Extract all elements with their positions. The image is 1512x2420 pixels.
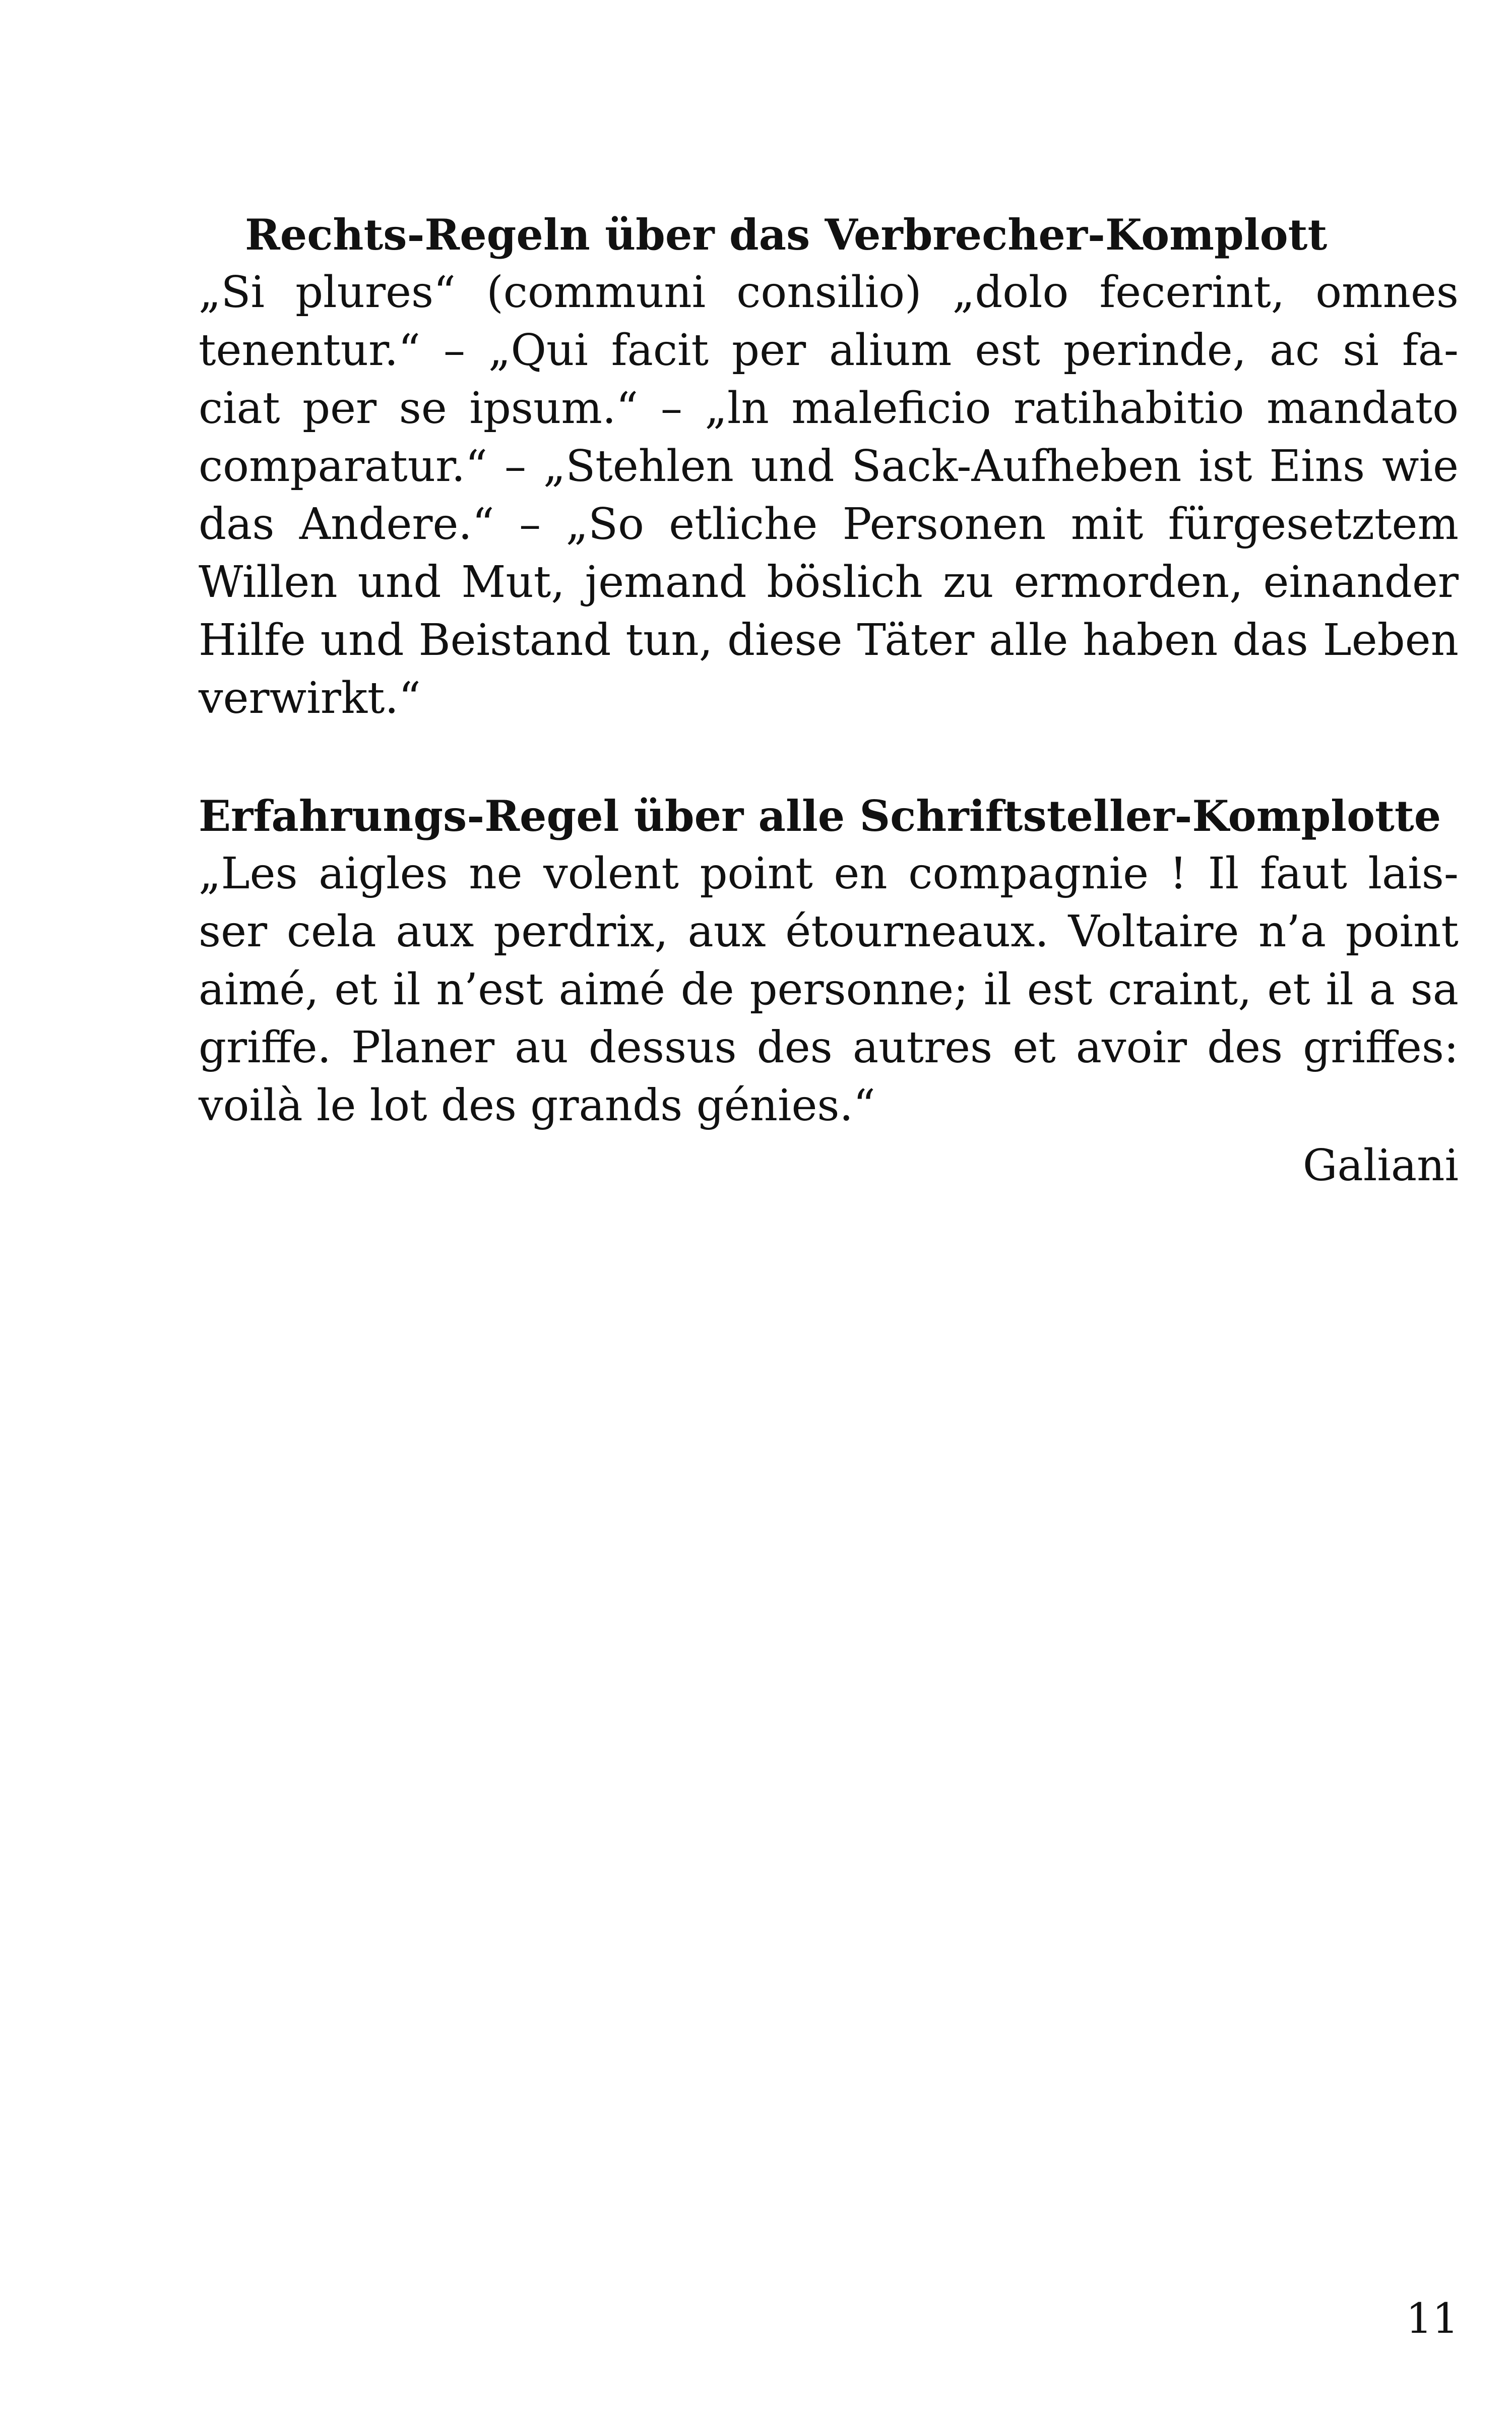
quote-attribution: Galiani	[1302, 1140, 1459, 1191]
text-line: das Andere.“ – „So etliche Personen mit fürgesetztem	[199, 499, 1459, 550]
section-heading: Erfahrungs-Regel über alle Schriftsteller-Komplotte	[199, 791, 1441, 841]
text-line: comparatur.“ – „Stehlen und Sack-Aufheben ist Eins wie	[199, 441, 1459, 492]
section-legal-rules	[199, 206, 1459, 728]
text-line: ser cela aux perdrix, aux étourneaux. Voltaire n’a point	[199, 906, 1459, 957]
section-experience-rule	[199, 787, 1459, 1135]
text-line: voilà le lot des grands génies.“	[199, 1080, 875, 1131]
text-line: ciat per se ipsum.“ – „ln maleficio ratihabitio mandato	[199, 383, 1459, 434]
text-line: tenentur.“ – „Qui facit per alium est perinde, ac si fa-	[199, 325, 1459, 376]
text-line: „Si plures“ (communi consilio) „dolo fecerint, omnes	[199, 267, 1459, 318]
text-line: verwirkt.“	[199, 673, 421, 723]
text-line: griffe. Planer au dessus des autres et avoir des griffes:	[199, 1022, 1459, 1073]
text-line: Willen und Mut, jemand böslich zu ermorden, einander	[199, 557, 1459, 608]
text-line: Hilfe und Beistand tun, diese Täter alle haben das Leben	[199, 615, 1459, 666]
section-heading: Rechts-Regeln über das Verbrecher-Komplott	[245, 210, 1328, 260]
page-number: 11	[1406, 2295, 1459, 2343]
text-line: „Les aigles ne volent point en compagnie ! Il faut lais-	[199, 849, 1459, 899]
text-line: aimé, et il n’est aimé de personne; il est craint, et il a sa	[199, 964, 1459, 1015]
